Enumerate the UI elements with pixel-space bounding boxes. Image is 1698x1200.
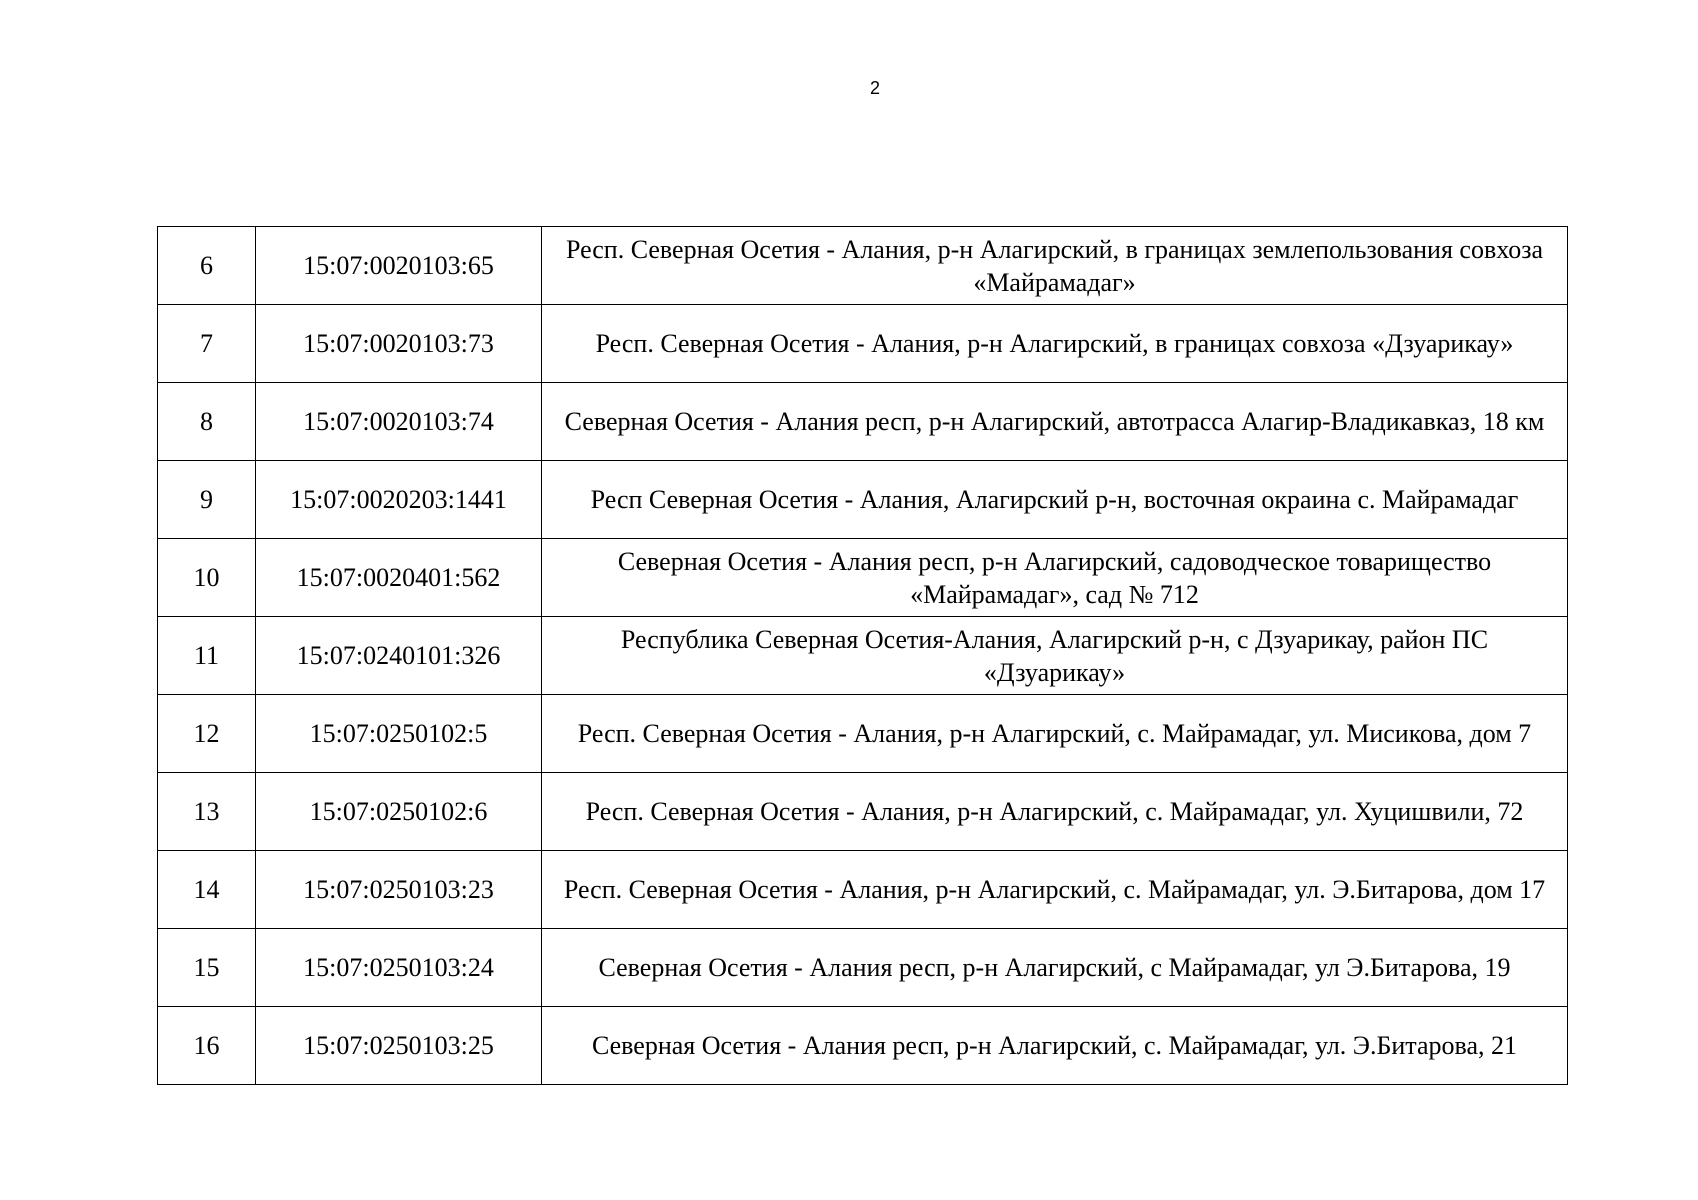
cadastral-number-cell: 15:07:0020103:65 xyxy=(256,227,542,305)
address-cell: Северная Осетия - Алания респ, р-н Алагирский, с Майрамадаг, ул Э.Битарова, 19 xyxy=(542,929,1568,1007)
row-number-cell: 6 xyxy=(158,227,256,305)
cadastral-number-cell: 15:07:0020103:74 xyxy=(256,383,542,461)
table-row xyxy=(158,305,1568,383)
address-cell: Северная Осетия - Алания респ, р-н Алагирский, с. Майрамадаг, ул. Э.Битарова, 21 xyxy=(542,1007,1568,1085)
table-row xyxy=(158,227,1568,305)
cadastral-number-cell: 15:07:0250102:6 xyxy=(256,773,542,851)
row-number-cell: 13 xyxy=(158,773,256,851)
table-row xyxy=(158,1007,1568,1085)
row-number-cell: 15 xyxy=(158,929,256,1007)
address-cell: Респ. Северная Осетия - Алания, р-н Алагирский, с. Майрамадаг, ул. Хуцишвили, 72 xyxy=(542,773,1568,851)
table-row xyxy=(158,539,1568,617)
table-row xyxy=(158,383,1568,461)
cadastral-number-cell: 15:07:0250102:5 xyxy=(256,695,542,773)
address-cell: Республика Северная Осетия-Алания, Алагирский р-н, с Дзуарикау, район ПС «Дзуарикау» xyxy=(542,617,1568,695)
table-row xyxy=(158,617,1568,695)
table-row xyxy=(158,851,1568,929)
cadastral-number-cell: 15:07:0250103:23 xyxy=(256,851,542,929)
cadastral-number-cell: 15:07:0250103:25 xyxy=(256,1007,542,1085)
address-cell: Респ Северная Осетия - Алания, Алагирский р-н, восточная окраина с. Майрамадаг xyxy=(542,461,1568,539)
address-cell: Респ. Северная Осетия - Алания, р-н Алагирский, в границах совхоза «Дзуарикау» xyxy=(542,305,1568,383)
cadastral-number-cell: 15:07:0240101:326 xyxy=(256,617,542,695)
row-number-cell: 10 xyxy=(158,539,256,617)
row-number-cell: 11 xyxy=(158,617,256,695)
row-number-cell: 8 xyxy=(158,383,256,461)
address-cell: Респ. Северная Осетия - Алания, р-н Алагирский, в границах землепользования совхоза «Майрамадаг» xyxy=(542,227,1568,305)
row-number-cell: 9 xyxy=(158,461,256,539)
row-number-cell: 16 xyxy=(158,1007,256,1085)
parcels-table xyxy=(157,226,1568,1085)
address-cell: Респ. Северная Осетия - Алания, р-н Алагирский, с. Майрамадаг, ул. Э.Битарова, дом 17 xyxy=(542,851,1568,929)
cadastral-number-cell: 15:07:0250103:24 xyxy=(256,929,542,1007)
table-row xyxy=(158,929,1568,1007)
row-number-cell: 12 xyxy=(158,695,256,773)
address-cell: Северная Осетия - Алания респ, р-н Алагирский, садоводческое товарищество «Майрамадаг», сад № 712 xyxy=(542,539,1568,617)
row-number-cell: 7 xyxy=(158,305,256,383)
row-number-cell: 14 xyxy=(158,851,256,929)
page-number: 2 xyxy=(869,78,880,98)
table-row xyxy=(158,695,1568,773)
address-cell: Респ. Северная Осетия - Алания, р-н Алагирский, с. Майрамадаг, ул. Мисикова, дом 7 xyxy=(542,695,1568,773)
cadastral-number-cell: 15:07:0020401:562 xyxy=(256,539,542,617)
table-row xyxy=(158,461,1568,539)
cadastral-number-cell: 15:07:0020103:73 xyxy=(256,305,542,383)
table-row xyxy=(158,773,1568,851)
address-cell: Северная Осетия - Алания респ, р-н Алагирский, автотрасса Алагир-Владикавказ, 18 км xyxy=(542,383,1568,461)
cadastral-number-cell: 15:07:0020203:1441 xyxy=(256,461,542,539)
